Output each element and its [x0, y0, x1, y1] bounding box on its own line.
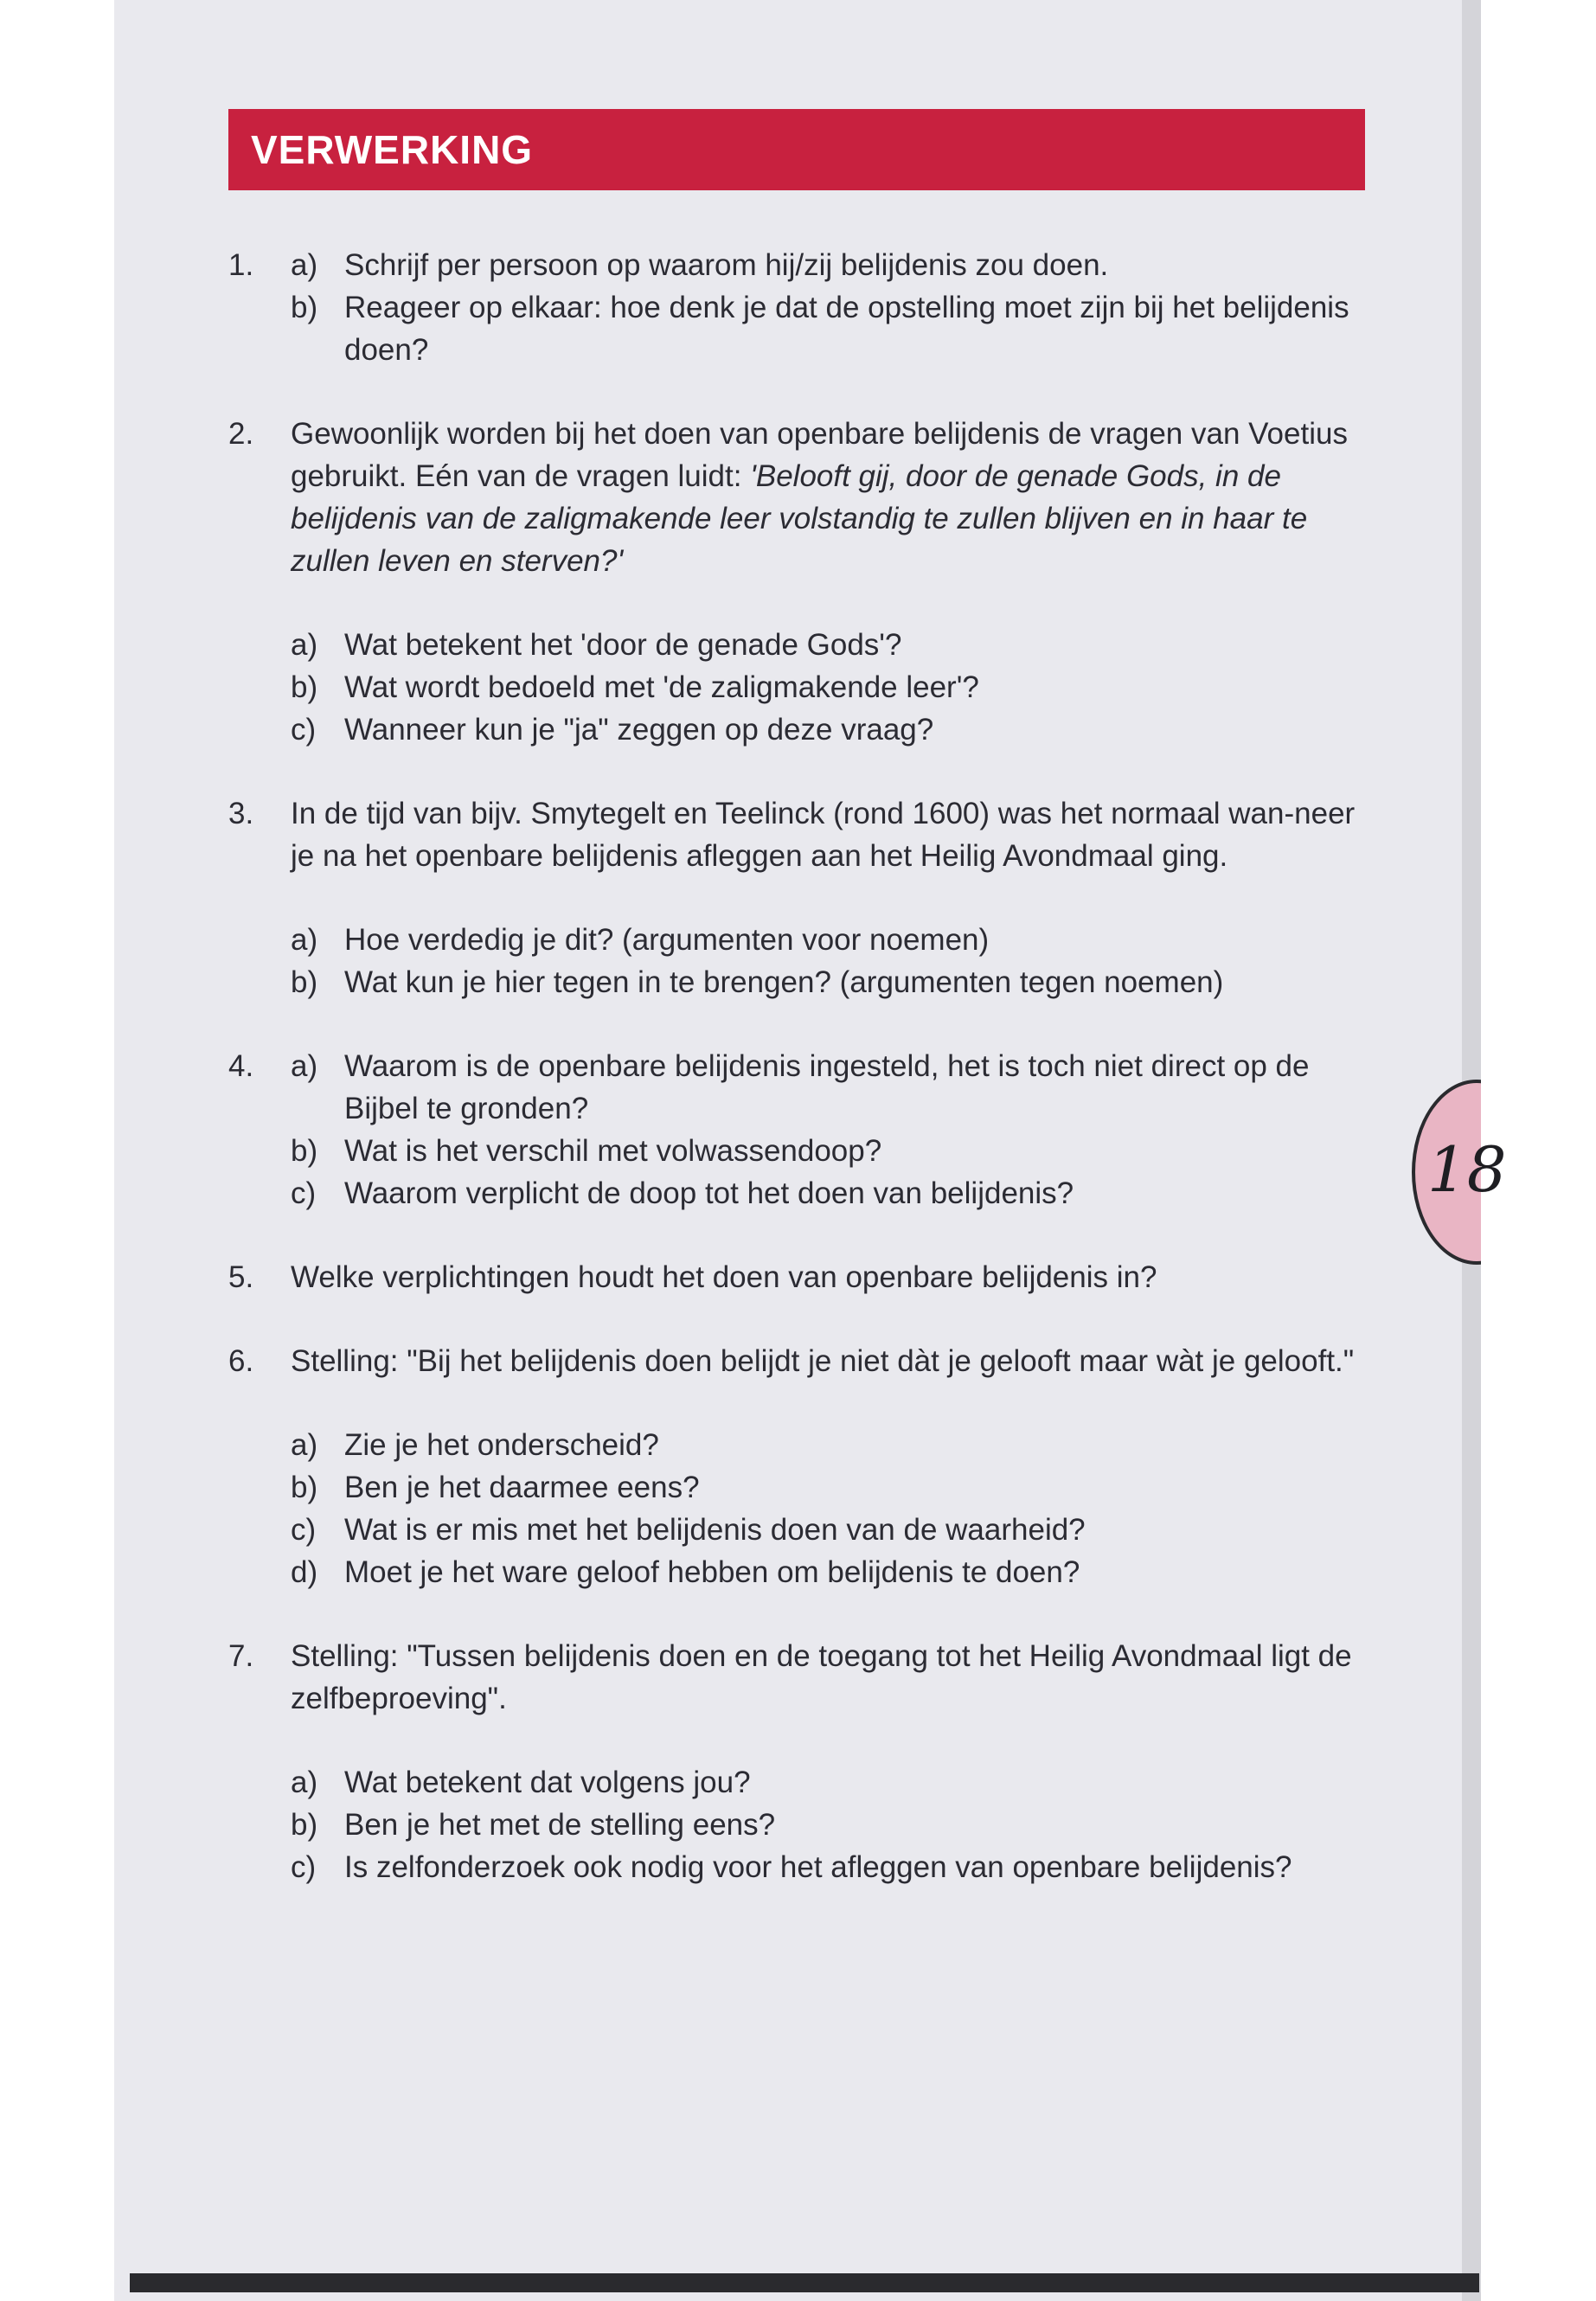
sub-question: b) Ben je het met de stelling eens?: [291, 1808, 776, 1842]
page-number: 18: [1427, 1133, 1507, 1206]
sub-question: a) Schrijf per persoon op waarom hij/zij belijdenis zou doen.: [291, 248, 1109, 282]
sub-question: c) Waarom verplicht de doop tot het doen van belijdenis?: [291, 1176, 1074, 1210]
sub-question: b) Reageer op elkaar: hoe denk je dat de opstelling moet zijn bij het belijdenis doen?: [291, 291, 1349, 367]
question-number: 3.: [228, 797, 254, 830]
question-text: In de tijd van bijv. Smytegelt en Teelinck (rond 1600) was het normaal wan-neer je na het openbare belijdenis afleggen aan het Heilig Avondmaal ging.: [291, 797, 1356, 873]
sub-question: a) Wat betekent dat volgens jou?: [291, 1766, 751, 1799]
sub-question: a) Zie je het onderscheid?: [291, 1428, 659, 1462]
question-number: 5.: [228, 1260, 254, 1294]
sub-question: a) Hoe verdedig je dit? (argumenten voor noemen): [291, 923, 990, 957]
question-4: [228, 1045, 1370, 1215]
sub-question: c) Wat is er mis met het belijdenis doen van de waarheid?: [291, 1513, 1086, 1547]
sub-question: c) Wanneer kun je "ja" zeggen op deze vraag?: [291, 713, 934, 747]
question-number: 1.: [228, 248, 254, 282]
question-2: [228, 413, 1370, 751]
question-3: [228, 792, 1370, 1003]
question-number: 6.: [228, 1344, 254, 1378]
sub-question: a) Waarom is de openbare belijdenis ingesteld, het is toch niet direct op de Bijbel te gronden?: [291, 1049, 1310, 1125]
sub-question: b) Wat wordt bedoeld met 'de zaligmakende leer'?: [291, 670, 979, 704]
sub-question: d) Moet je het ware geloof hebben om belijdenis te doen?: [291, 1555, 1080, 1589]
sub-question: b) Ben je het daarmee eens?: [291, 1471, 700, 1504]
question-7: [228, 1635, 1370, 1888]
question-text: Stelling: "Tussen belijdenis doen en de toegang tot het Heilig Avondmaal ligt de zelfbeproeving".: [291, 1639, 1352, 1715]
section-header: [228, 109, 1365, 190]
voetius-quote: 'Belooft gij, door de genade Gods, in de belijdenis van de zaligmakende leer volstandig te zullen blijven en in haar te zullen leven en sterven?': [291, 459, 1308, 578]
question-number: 7.: [228, 1639, 254, 1673]
section-title: VERWERKING: [251, 127, 534, 172]
question-list: [228, 244, 1370, 1888]
question-1: [228, 244, 1370, 371]
question-5: [228, 1256, 1370, 1298]
scan-bottom-edge: [130, 2273, 1479, 2292]
question-text: Gewoonlijk worden bij het doen van openbare belijdenis de vragen van Voetius gebruikt. Eén van de vragen luidt: 'Belooft gij, door de genade Gods, in de belijdenis van de zaligmakende leer volstandig te zullen blijven en in haar te zullen leven en sterven?': [291, 417, 1348, 578]
question-number: 4.: [228, 1049, 254, 1083]
sub-question: b) Wat kun je hier tegen in te brengen? (argumenten tegen noemen): [291, 965, 1224, 999]
question-text: Welke verplichtingen houdt het doen van openbare belijdenis in?: [291, 1260, 1157, 1294]
sub-question: b) Wat is het verschil met volwassendoop?: [291, 1134, 882, 1168]
sub-question: a) Wat betekent het 'door de genade Gods'?: [291, 628, 902, 662]
sub-question: c) Is zelfonderzoek ook nodig voor het afleggen van openbare belijdenis?: [291, 1850, 1292, 1884]
question-6: [228, 1340, 1370, 1593]
question-text: Stelling: "Bij het belijdenis doen belijdt je niet dàt je gelooft maar wàt je gelooft.": [291, 1344, 1355, 1378]
question-number: 2.: [228, 417, 254, 451]
